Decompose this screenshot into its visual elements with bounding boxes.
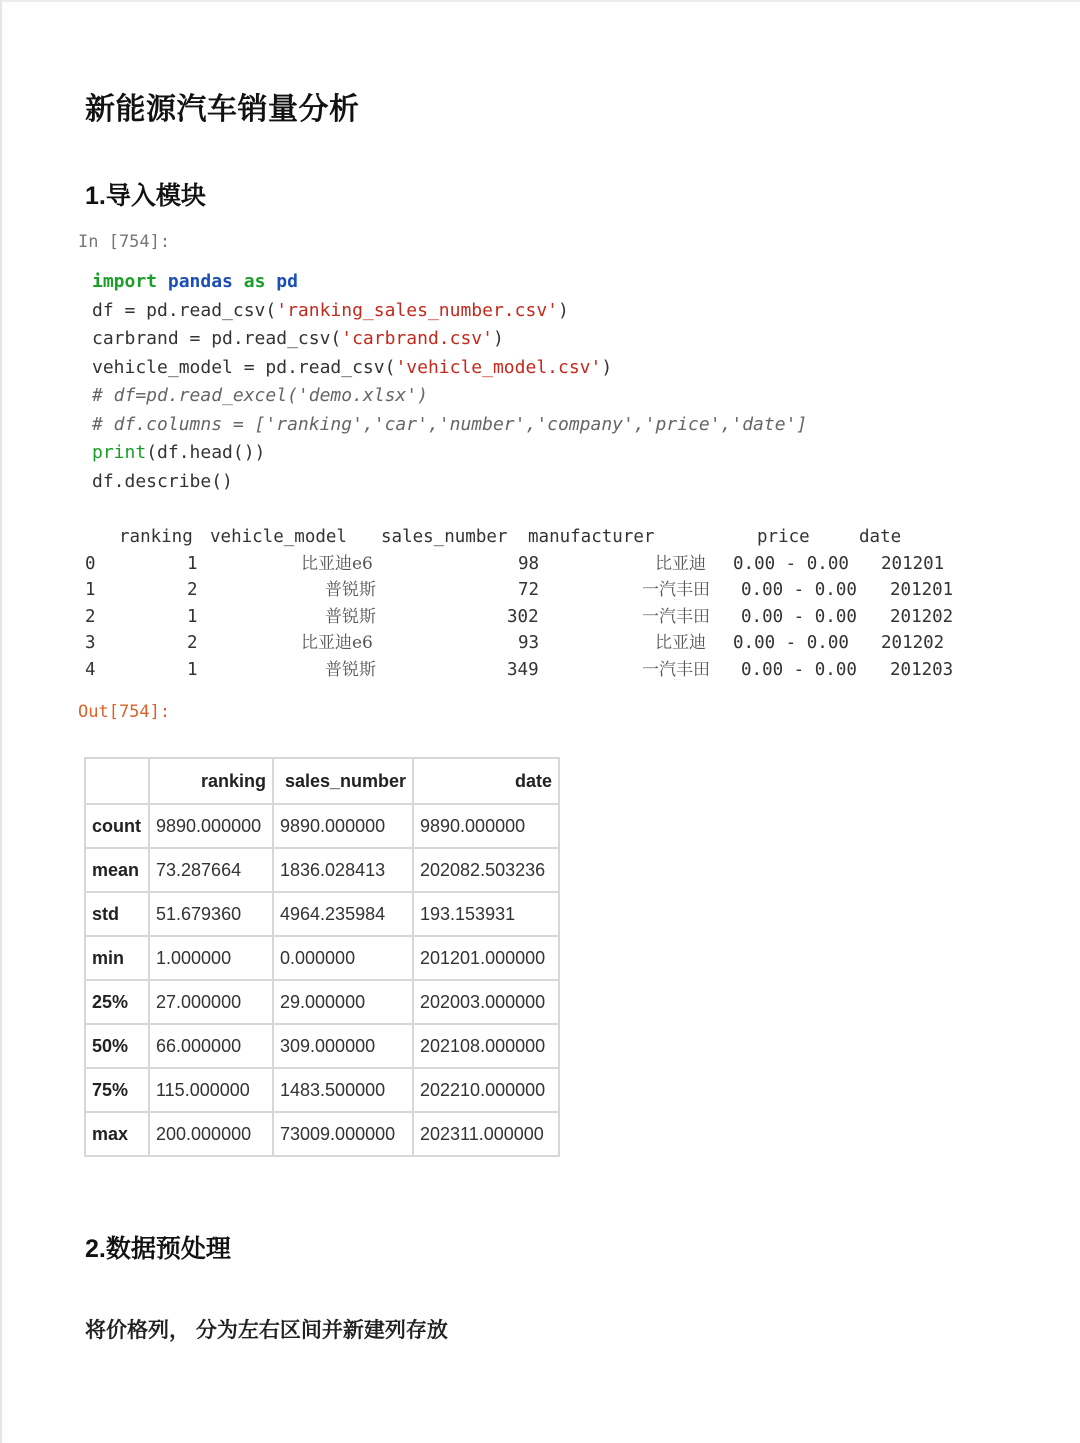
cell-sales-number: 302 xyxy=(507,607,539,627)
row-label: 50% xyxy=(85,1024,149,1068)
cell-vehicle-model: 普锐斯 xyxy=(325,660,376,680)
cell-date: 202003.000000 xyxy=(413,980,559,1024)
module-name: pandas xyxy=(167,271,233,292)
code-text: df = pd.read_csv( xyxy=(92,299,277,321)
cell-ranking: 1.000000 xyxy=(149,936,273,980)
table-row xyxy=(85,892,559,936)
cell-date: 202082.503236 xyxy=(413,848,559,892)
cell-sales-number: 0.000000 xyxy=(273,936,413,980)
column-header: vehicle_model xyxy=(210,527,347,547)
code-text: vehicle_model = pd.read_csv( xyxy=(92,356,396,378)
cell-date: 202311.000000 xyxy=(413,1112,559,1156)
cell-manufacturer: 比亚迪 xyxy=(655,554,706,574)
row-label: min xyxy=(85,936,149,980)
cell-ranking: 1 xyxy=(187,660,198,680)
page-top-border xyxy=(0,0,1080,2)
cell-price: 0.00 - 0.00 xyxy=(741,607,857,627)
cell-ranking: 2 xyxy=(187,580,198,600)
cell-ranking: 200.000000 xyxy=(149,1112,273,1156)
cell-date: 201201 xyxy=(881,554,945,574)
cell-date: 202108.000000 xyxy=(413,1024,559,1068)
column-header: manufacturer xyxy=(528,527,655,547)
cell-ranking: 27.000000 xyxy=(149,980,273,1024)
section-subheading: 将价格列， 分为左右区间并新建列存放 xyxy=(85,1319,448,1342)
cell-vehicle-model: 普锐斯 xyxy=(325,607,376,627)
table-corner-cell xyxy=(85,758,149,804)
code-comment: # df.columns = ['ranking','car','number','company','price','date'] xyxy=(92,413,808,435)
builtin-print: print xyxy=(92,442,147,463)
cell-price: 0.00 - 0.00 xyxy=(741,660,857,680)
cell-manufacturer: 一汽丰田 xyxy=(642,607,710,627)
cell-price: 0.00 - 0.00 xyxy=(733,633,849,653)
cell-ranking: 51.679360 xyxy=(149,892,273,936)
output-row xyxy=(85,577,985,603)
cell-manufacturer: 一汽丰田 xyxy=(642,660,710,680)
code-line xyxy=(92,439,807,468)
code-line xyxy=(92,354,807,383)
cell-vehicle-model: 比亚迪e6 xyxy=(301,633,373,653)
table-row xyxy=(85,848,559,892)
code-line xyxy=(92,268,807,297)
code-comment: # df=pd.read_excel('demo.xlsx') xyxy=(92,385,428,406)
cell-price: 0.00 - 0.00 xyxy=(741,580,857,600)
cell-manufacturer: 比亚迪 xyxy=(655,633,706,653)
cell-date: 201202 xyxy=(890,607,954,627)
input-prompt: In [754]: xyxy=(78,232,171,252)
code-text: ) xyxy=(601,356,613,378)
output-prompt: Out[754]: xyxy=(78,702,171,722)
print-output xyxy=(85,524,985,694)
row-index: 0 xyxy=(85,554,96,574)
row-label: mean xyxy=(85,848,149,892)
row-label: 75% xyxy=(85,1068,149,1112)
cell-sales-number: 93 xyxy=(518,633,540,653)
cell-date: 201201.000000 xyxy=(413,936,559,980)
describe-table xyxy=(84,757,560,1157)
row-index: 4 xyxy=(85,660,96,680)
cell-sales-number: 309.000000 xyxy=(273,1024,413,1068)
output-row xyxy=(85,630,985,656)
cell-ranking: 1 xyxy=(187,607,198,627)
code-string: 'vehicle_model.csv' xyxy=(395,356,602,378)
cell-ranking: 2 xyxy=(187,633,198,653)
cell-sales-number: 9890.000000 xyxy=(273,804,413,848)
column-header-ranking: ranking xyxy=(149,758,273,804)
row-index: 3 xyxy=(85,633,96,653)
column-header: sales_number xyxy=(381,527,508,547)
code-line xyxy=(92,297,807,326)
table-row xyxy=(85,1112,559,1156)
code-line xyxy=(92,325,807,354)
table-row xyxy=(85,936,559,980)
output-row xyxy=(85,551,985,577)
page-left-border xyxy=(0,0,2,1443)
column-header: ranking xyxy=(119,527,193,547)
row-index: 2 xyxy=(85,607,96,627)
row-label: 25% xyxy=(85,980,149,1024)
column-header-sales-number: sales_number xyxy=(273,758,413,804)
cell-ranking: 66.000000 xyxy=(149,1024,273,1068)
section-heading-preprocessing: 2.数据预处理 xyxy=(85,1235,231,1263)
code-string: 'ranking_sales_number.csv' xyxy=(276,299,558,321)
code-text: ) xyxy=(558,299,569,321)
page-title: 新能源汽车销量分析 xyxy=(85,93,360,126)
row-label: std xyxy=(85,892,149,936)
cell-sales-number: 73009.000000 xyxy=(273,1112,413,1156)
cell-date: 193.153931 xyxy=(413,892,559,936)
table-row xyxy=(85,980,559,1024)
code-string: 'carbrand.csv' xyxy=(341,328,493,349)
table-row xyxy=(85,1068,559,1112)
output-row xyxy=(85,657,985,683)
column-header-date: date xyxy=(413,758,559,804)
code-cell[interactable] xyxy=(92,268,807,496)
keyword-import: import xyxy=(92,271,158,292)
table-row xyxy=(85,1024,559,1068)
row-label: count xyxy=(85,804,149,848)
code-text: carbrand = pd.read_csv( xyxy=(92,328,342,349)
keyword-as: as xyxy=(243,271,266,292)
cell-manufacturer: 一汽丰田 xyxy=(642,580,710,600)
cell-ranking: 73.287664 xyxy=(149,848,273,892)
cell-ranking: 1 xyxy=(187,554,198,574)
table-header-row xyxy=(85,758,559,804)
cell-date: 201202 xyxy=(881,633,945,653)
cell-date: 9890.000000 xyxy=(413,804,559,848)
module-alias: pd xyxy=(276,271,298,292)
cell-sales-number: 1836.028413 xyxy=(273,848,413,892)
row-index: 1 xyxy=(85,580,96,600)
cell-sales-number: 4964.235984 xyxy=(273,892,413,936)
code-line: df.describe() xyxy=(92,470,233,492)
section-heading-import: 1.导入模块 xyxy=(85,182,206,210)
cell-sales-number: 349 xyxy=(507,660,539,680)
table-row xyxy=(85,804,559,848)
cell-price: 0.00 - 0.00 xyxy=(733,554,849,574)
cell-sales-number: 1483.500000 xyxy=(273,1068,413,1112)
cell-sales-number: 29.000000 xyxy=(273,980,413,1024)
cell-vehicle-model: 普锐斯 xyxy=(325,580,376,600)
cell-date: 201201 xyxy=(890,580,954,600)
row-label: max xyxy=(85,1112,149,1156)
cell-ranking: 115.000000 xyxy=(149,1068,273,1112)
cell-ranking: 9890.000000 xyxy=(149,804,273,848)
column-header: date xyxy=(859,527,902,547)
output-row xyxy=(85,604,985,630)
column-header: price xyxy=(757,527,810,547)
cell-date: 201203 xyxy=(890,660,954,680)
cell-date: 202210.000000 xyxy=(413,1068,559,1112)
code-text: (df.head()) xyxy=(146,442,266,463)
cell-sales-number: 72 xyxy=(518,580,540,600)
cell-sales-number: 98 xyxy=(518,554,540,574)
cell-vehicle-model: 比亚迪e6 xyxy=(301,554,373,574)
code-text: ) xyxy=(492,328,504,349)
output-header-row xyxy=(85,524,985,550)
